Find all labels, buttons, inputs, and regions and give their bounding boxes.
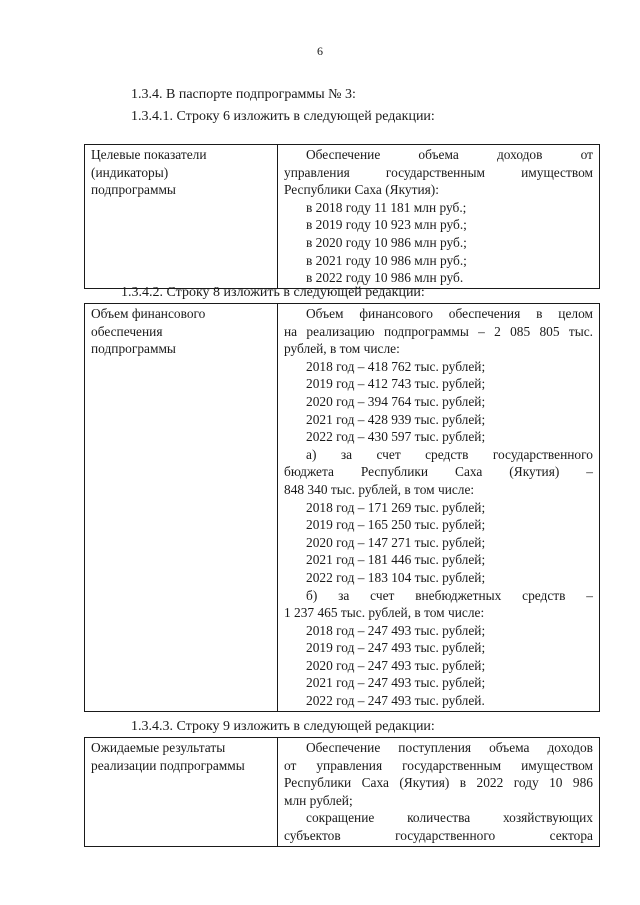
table-row-6 bbox=[84, 144, 600, 289]
table3-right-line: млн рублей; bbox=[284, 792, 353, 808]
item-heading-1-3-4-1: 1.3.4.1. Строку 6 изложить в следующей редакции: bbox=[131, 109, 435, 124]
table2-right-line: 1 237 465 тыс. рублей, в том числе: bbox=[284, 605, 485, 621]
table1-left-line: (индикаторы) bbox=[91, 164, 169, 180]
table3-left-line: реализации подпрограммы bbox=[91, 757, 245, 773]
table-row-8 bbox=[84, 303, 600, 712]
table2-left-line: обеспечения bbox=[91, 323, 163, 339]
table3-right-line: от управления государственным имуществом bbox=[284, 757, 593, 773]
section-heading-1-3-4: 1.3.4. В паспорте подпрограммы № 3: bbox=[131, 87, 356, 102]
table2-right-line: 2019 год – 412 743 тыс. рублей; bbox=[306, 376, 486, 392]
table-row-9 bbox=[84, 737, 600, 847]
table2-left-line: подпрограммы bbox=[91, 341, 176, 357]
table1-right-line: в 2020 году 10 986 млн руб.; bbox=[306, 234, 467, 250]
table2-right-line: 2021 год – 247 493 тыс. рублей; bbox=[306, 675, 486, 691]
table1-left-cell bbox=[85, 145, 278, 289]
table2-right-line: 2021 год – 181 446 тыс. рублей; bbox=[306, 552, 486, 568]
table3-right-line: Республики Саха (Якутия) в 2022 году 10 986 bbox=[284, 775, 593, 791]
table2-right-line: 2019 год – 247 493 тыс. рублей; bbox=[306, 640, 486, 656]
table3-right-cell bbox=[278, 738, 600, 847]
table1-right-line: управления государственным имуществом bbox=[284, 164, 593, 180]
table1-right-cell bbox=[278, 145, 600, 289]
table2-right-line: 2020 год – 147 271 тыс. рублей; bbox=[306, 534, 486, 550]
table2-right-line: 2022 год – 247 493 тыс. рублей. bbox=[306, 693, 485, 709]
table2-left-line: Объем финансового bbox=[91, 306, 206, 321]
table2-left-cell bbox=[85, 304, 278, 712]
table2-right-line: Объем финансового обеспечения в целом bbox=[306, 306, 593, 321]
table2-right-line: 2020 год – 394 764 тыс. рублей; bbox=[306, 393, 486, 409]
table3-right-line: субъектов государственного сектора bbox=[284, 827, 593, 843]
table1-right-line: в 2018 году 11 181 млн руб.; bbox=[306, 199, 467, 215]
table2-right-cell bbox=[278, 304, 600, 712]
table2-right-line: 2018 год – 418 762 тыс. рублей; bbox=[306, 358, 486, 374]
table1-right-line: в 2022 году 10 986 млн руб. bbox=[306, 270, 464, 286]
table2-right-line: 2020 год – 247 493 тыс. рублей; bbox=[306, 657, 486, 673]
table1-right-line: Обеспечение объема доходов от bbox=[306, 147, 593, 162]
table2-right-line: 2022 год – 183 104 тыс. рублей; bbox=[306, 569, 486, 585]
table2-right-line: 848 340 тыс. рублей, в том числе: bbox=[284, 481, 475, 497]
table2-right-line: 2021 год – 428 939 тыс. рублей; bbox=[306, 411, 486, 427]
table3-right-line: сокращение количества хозяйствующих bbox=[306, 810, 593, 826]
table2-right-line: а) за счет средств государственного bbox=[306, 446, 593, 462]
table2-right-line: рублей, в том числе: bbox=[284, 341, 400, 357]
table2-right-line: 2018 год – 171 269 тыс. рублей; bbox=[306, 499, 486, 515]
table2-right-line: б) за счет внебюджетных средств – bbox=[306, 587, 593, 603]
table1-right-line: в 2021 году 10 986 млн руб.; bbox=[306, 252, 467, 268]
table2-right-line: 2018 год – 247 493 тыс. рублей; bbox=[306, 622, 486, 638]
item-heading-1-3-4-2: 1.3.4.2. Строку 8 изложить в следующей редакции: bbox=[121, 285, 425, 300]
table1-right-line: в 2019 году 10 923 млн руб.; bbox=[306, 217, 467, 233]
table3-left-line: Ожидаемые результаты bbox=[91, 740, 226, 755]
page-number: 6 bbox=[317, 44, 323, 58]
table3-right-line: Обеспечение поступления объема доходов bbox=[306, 740, 593, 755]
table2-right-line: на реализацию подпрограммы – 2 085 805 тыс. bbox=[284, 323, 593, 339]
table3-left-cell bbox=[85, 738, 278, 847]
table2-right-line: 2019 год – 165 250 тыс. рублей; bbox=[306, 517, 486, 533]
table1-right-line: Республики Саха (Якутия): bbox=[284, 182, 439, 198]
table2-right-line: бюджета Республики Саха (Якутия) – bbox=[284, 464, 593, 480]
table1-left-line: подпрограммы bbox=[91, 182, 176, 198]
table1-left-line: Целевые показатели bbox=[91, 147, 207, 162]
item-heading-1-3-4-3: 1.3.4.3. Строку 9 изложить в следующей редакции: bbox=[131, 719, 435, 734]
table2-right-line: 2022 год – 430 597 тыс. рублей; bbox=[306, 429, 486, 445]
